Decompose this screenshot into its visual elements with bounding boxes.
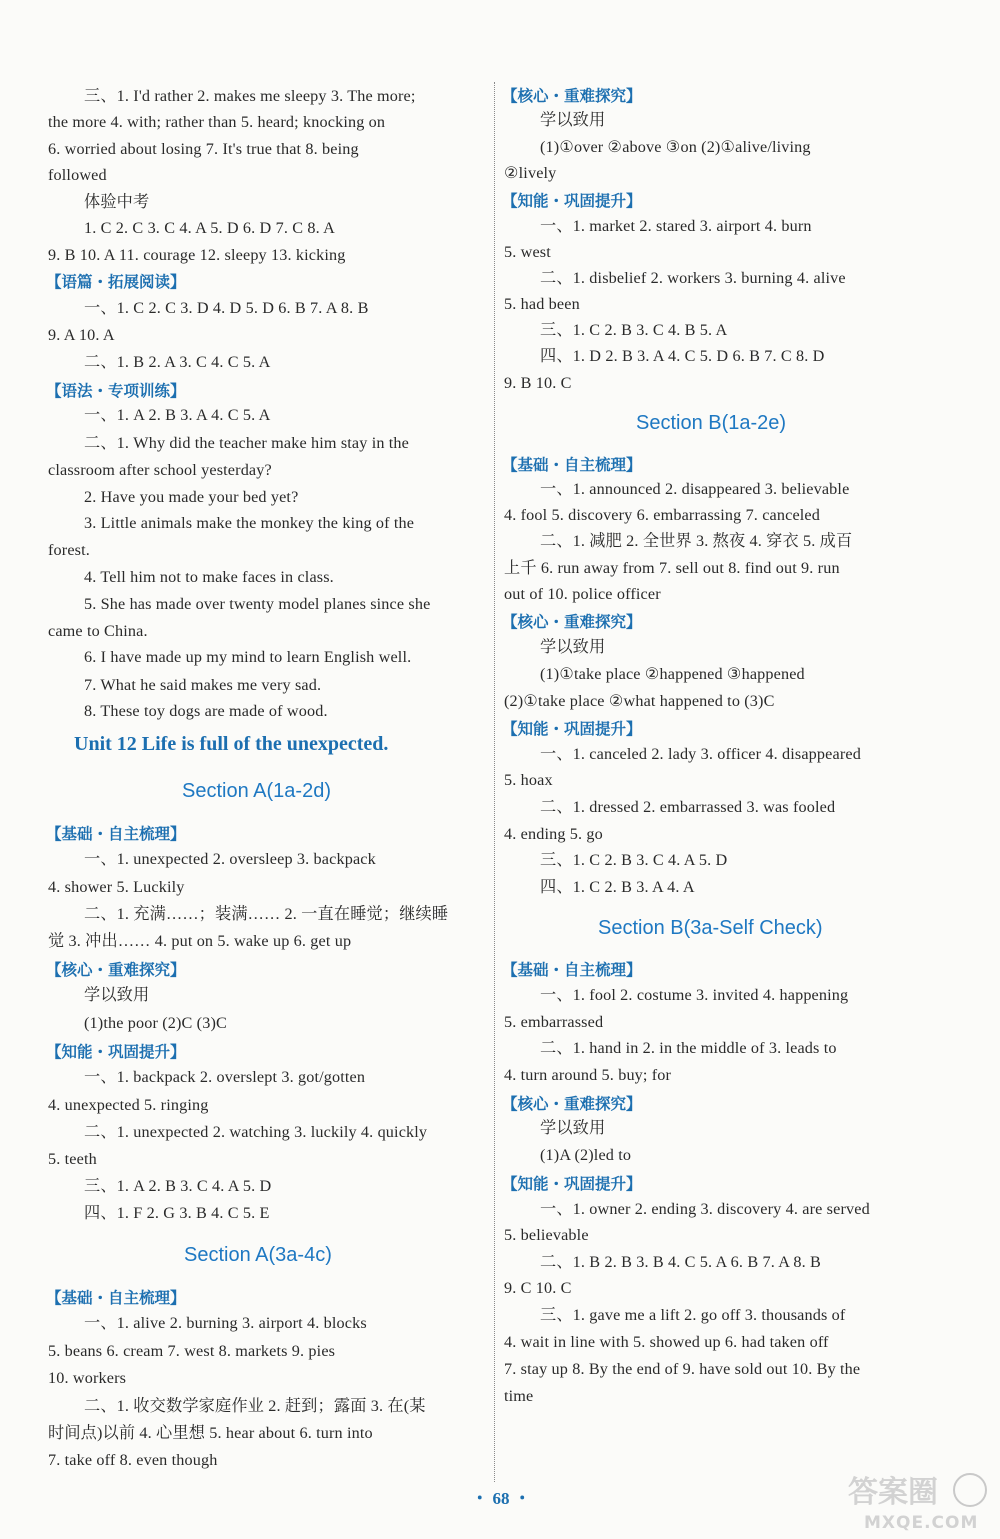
- text-line: 一、1. owner 2. ending 3. discovery 4. are served: [540, 1200, 870, 1218]
- text-line: classroom after school yesterday?: [48, 461, 272, 479]
- text-line: 二、1. 充满……；装满…… 2. 一直在睡觉；继续睡: [84, 905, 449, 923]
- text-line: 9. C 10. C: [504, 1279, 572, 1297]
- text-line: 一、1. unexpected 2. oversleep 3. backpack: [84, 850, 376, 868]
- text-line: 二、1. B 2. B 3. B 4. C 5. A 6. B 7. A 8. B: [540, 1253, 821, 1271]
- text-line: 4. shower 5. Luckily: [48, 878, 185, 896]
- text-line: 9. A 10. A: [48, 326, 115, 344]
- text-line: 二、1. 减肥 2. 全世界 3. 熬夜 4. 穿衣 5. 成百: [540, 532, 853, 550]
- text-line: 10. workers: [48, 1369, 127, 1387]
- text-line: 一、1. alive 2. burning 3. airport 4. blocks: [84, 1314, 367, 1332]
- section-tag: 【知能・巩固提升】: [502, 192, 642, 210]
- text-line: 一、1. fool 2. costume 3. invited 4. happening: [540, 986, 849, 1004]
- text-line: 1. C 2. C 3. C 4. A 5. D 6. D 7. C 8. A: [84, 219, 335, 237]
- text-line: 三、1. C 2. B 3. C 4. B 5. A: [540, 321, 728, 339]
- section-tag: 【核心・重难探究】: [502, 1095, 642, 1113]
- text-line: 5. believable: [504, 1226, 589, 1244]
- text-line: 二、1. 收交数学家庭作业 2. 赶到；露面 3. 在(某: [84, 1397, 426, 1415]
- text-line: 4. Tell him not to make faces in class.: [84, 568, 334, 586]
- section-tag: 【知能・巩固提升】: [502, 720, 642, 738]
- text-line: 8. These toy dogs are made of wood.: [84, 702, 328, 720]
- text-line: 一、1. announced 2. disappeared 3. believable: [540, 480, 850, 498]
- text-line: 7. What he said makes me very sad.: [84, 676, 322, 694]
- text-line: 二、1. unexpected 2. watching 3. luckily 4. quickly: [84, 1123, 428, 1141]
- section-tag: 【基础・自主梳理】: [46, 1289, 186, 1307]
- text-line: 7. take off 8. even though: [48, 1451, 218, 1469]
- text-line: 二、1. dressed 2. embarrassed 3. was fooled: [540, 798, 836, 816]
- text-line: 四、1. F 2. G 3. B 4. C 5. E: [84, 1204, 270, 1222]
- section-tag: 【核心・重难探究】: [46, 961, 186, 979]
- text-line: the more 4. with; rather than 5. heard; knocking on: [48, 113, 386, 131]
- text-line: 5. had been: [504, 295, 580, 313]
- column-divider: [494, 82, 495, 1482]
- text-line: 四、1. C 2. B 3. A 4. A: [540, 878, 695, 896]
- section-heading: Section A(1a-2d): [182, 780, 331, 802]
- watermark-text-url: MXQE.COM: [864, 1513, 979, 1533]
- text-line: 9. B 10. A 11. courage 12. sleepy 13. kicking: [48, 246, 346, 264]
- text-line: 9. B 10. C: [504, 374, 572, 392]
- watermark-text-cn: 答案圈: [848, 1475, 938, 1510]
- section-tag: 【基础・自主梳理】: [502, 456, 642, 474]
- section-tag: 【知能・巩固提升】: [46, 1043, 186, 1061]
- text-line: 4. turn around 5. buy; for: [504, 1066, 672, 1084]
- section-tag: 【核心・重难探究】: [502, 613, 642, 631]
- text-line: (1)A (2)led to: [540, 1146, 632, 1164]
- watermark-circle: [954, 1474, 986, 1506]
- text-line: 4. wait in line with 5. showed up 6. had taken off: [504, 1333, 829, 1351]
- section-tag: 【知能・巩固提升】: [502, 1175, 642, 1193]
- text-line: 一、1. backpack 2. overslept 3. got/gotten: [84, 1068, 366, 1086]
- text-line: 觉 3. 冲出…… 4. put on 5. wake up 6. get up: [48, 932, 352, 950]
- text-line: 一、1. canceled 2. lady 3. officer 4. disappeared: [540, 745, 861, 763]
- page-number: ・ 68 ・: [471, 1489, 531, 1508]
- text-line: 学以致用: [540, 111, 606, 129]
- text-line: 三、1. gave me a lift 2. go off 3. thousands of: [540, 1306, 846, 1324]
- text-line: 三、1. C 2. B 3. C 4. A 5. D: [540, 851, 728, 869]
- text-line: 学以致用: [540, 1119, 606, 1137]
- text-line: 5. embarrassed: [504, 1013, 604, 1031]
- text-line: 5. west: [504, 243, 551, 261]
- watermark-logo: [842, 1468, 992, 1534]
- text-line: 一、1. A 2. B 3. A 4. C 5. A: [84, 406, 271, 424]
- text-line: 一、1. market 2. stared 3. airport 4. burn: [540, 217, 812, 235]
- text-line: 上千 6. run away from 7. sell out 8. find out 9. run: [504, 559, 840, 577]
- text-line: 5. teeth: [48, 1150, 97, 1168]
- section-heading: Section A(3a-4c): [184, 1244, 332, 1266]
- section-tag: 【基础・自主梳理】: [46, 825, 186, 843]
- text-line: 5. hoax: [504, 771, 553, 789]
- text-line: 学以致用: [540, 638, 606, 656]
- text-line: 三、1. I'd rather 2. makes me sleepy 3. The more;: [84, 87, 416, 105]
- text-line: 6. worried about losing 7. It's true that 8. being: [48, 140, 359, 158]
- section-tag: 【语篇・拓展阅读】: [46, 273, 186, 291]
- text-line: 2. Have you made your bed yet?: [84, 488, 299, 506]
- section-heading: Section B(1a-2e): [636, 412, 787, 434]
- text-line: 6. I have made up my mind to learn English well.: [84, 648, 412, 666]
- text-line: 4. ending 5. go: [504, 825, 603, 843]
- section-tag: 【语法・专项训练】: [46, 382, 186, 400]
- section-tag: 【基础・自主梳理】: [502, 961, 642, 979]
- section-heading: Section B(3a-Self Check): [598, 917, 823, 939]
- text-line: 二、1. B 2. A 3. C 4. C 5. A: [84, 353, 271, 371]
- text-line: out of 10. police officer: [504, 585, 661, 603]
- text-line: 学以致用: [84, 986, 150, 1004]
- text-line: 体验中考: [84, 193, 150, 211]
- text-line: (2)①take place ②what happened to (3)C: [504, 692, 775, 710]
- text-line: (1)the poor (2)C (3)C: [84, 1014, 227, 1032]
- text-line: 二、1. disbelief 2. workers 3. burning 4. alive: [540, 269, 846, 287]
- text-line: 7. stay up 8. By the end of 9. have sold out 10. By the: [504, 1360, 861, 1378]
- text-line: (1)①take place ②happened ③happened: [540, 665, 805, 683]
- unit-title: Unit 12 Life is full of the unexpected.: [74, 733, 389, 755]
- text-line: 一、1. C 2. C 3. D 4. D 5. D 6. B 7. A 8. B: [84, 299, 369, 317]
- text-line: 4. fool 5. discovery 6. embarrassing 7. canceled: [504, 506, 821, 524]
- text-line: ②lively: [504, 164, 557, 182]
- text-line: 5. She has made over twenty model planes since she: [84, 595, 431, 613]
- text-line: 二、1. Why did the teacher make him stay in the: [84, 434, 410, 452]
- text-line: 四、1. D 2. B 3. A 4. C 5. D 6. B 7. C 8. D: [540, 347, 825, 365]
- text-line: 4. unexpected 5. ringing: [48, 1096, 209, 1114]
- text-line: 二、1. hand in 2. in the middle of 3. leads to: [540, 1039, 837, 1057]
- text-line: followed: [48, 166, 107, 184]
- text-line: (1)①over ②above ③on (2)①alive/living: [540, 138, 811, 156]
- section-tag: 【核心・重难探究】: [502, 87, 642, 105]
- text-line: 3. Little animals make the monkey the king of the: [84, 514, 415, 532]
- text-line: 时间点)以前 4. 心里想 5. hear about 6. turn into: [48, 1424, 373, 1442]
- text-line: forest.: [48, 541, 90, 559]
- text-line: 5. beans 6. cream 7. west 8. markets 9. pies: [48, 1342, 336, 1360]
- text-line: time: [504, 1387, 534, 1405]
- text-line: came to China.: [48, 622, 148, 640]
- text-line: 三、1. A 2. B 3. C 4. A 5. D: [84, 1177, 272, 1195]
